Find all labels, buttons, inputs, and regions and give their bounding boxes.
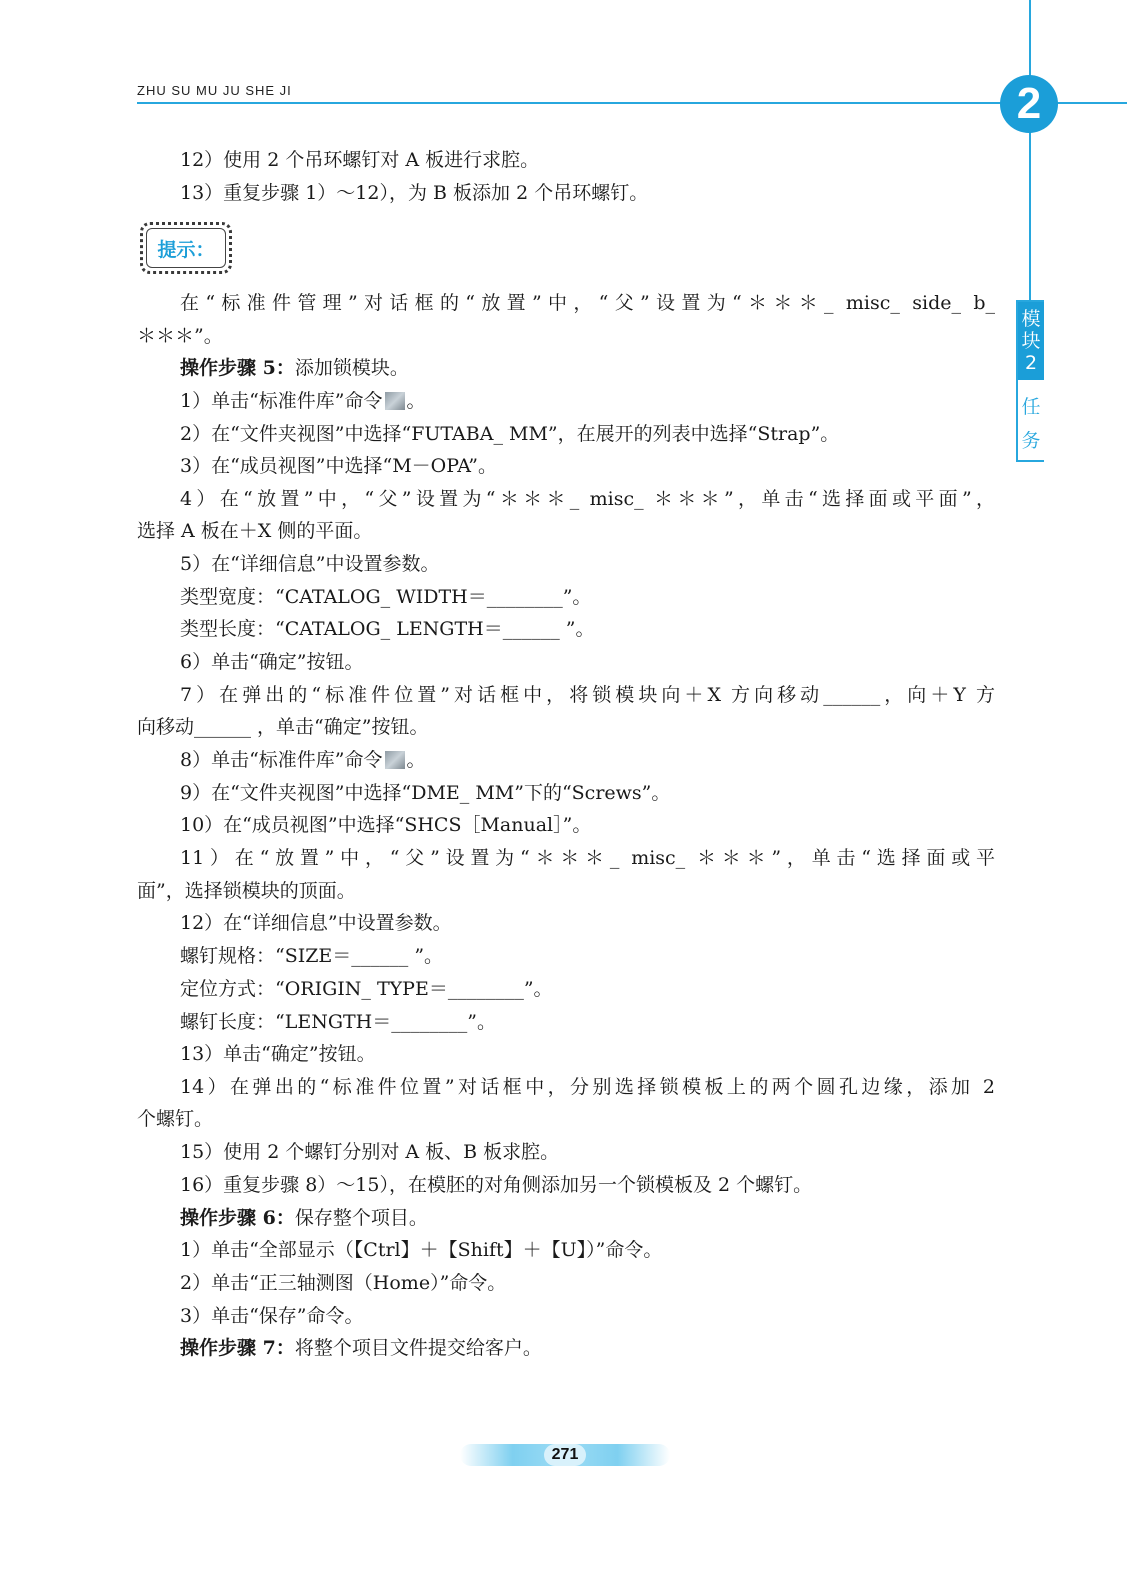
- text-line: 个螺钉。: [137, 1108, 214, 1130]
- text-line: 面”，选择锁模块的顶面。: [137, 880, 356, 902]
- text-line: 13）重复步骤 1）～12），为 B 板添加 2 个吊环螺钉。: [180, 182, 649, 204]
- standard-part-library-icon: [385, 392, 405, 410]
- text-line: 类型长度：“CATALOG_ LENGTH＝______ ”。: [180, 618, 595, 640]
- page-number-ornament: [460, 1444, 670, 1466]
- side-tab-char: 块: [1021, 330, 1041, 352]
- text-line: 12）在“详细信息”中设置参数。: [180, 912, 452, 934]
- header-rule: [137, 102, 1127, 104]
- step-heading: [137, 1333, 995, 1363]
- step-title: 添加锁模块。: [294, 357, 409, 379]
- text-line: 9）在“文件夹视图”中选择“DME_ MM”下的“Screws”。: [180, 782, 671, 804]
- chapter-badge: 2: [1000, 75, 1058, 133]
- text-line: 16）重复步骤 8）～15），在模胚的对角侧添加另一个锁模板及 2 个螺钉。: [180, 1174, 813, 1196]
- side-tab-char: 任: [1021, 396, 1041, 418]
- text-line: 在“标准件管理”对话框的“放置”中，“父”设置为“＊＊＊_ misc_ side_ b_: [180, 292, 995, 314]
- text-line: 螺钉长度：“LENGTH＝________”。: [180, 1011, 496, 1033]
- text-line: 13）单击“确定”按钮。: [180, 1043, 376, 1065]
- text-line: [137, 745, 995, 775]
- step-label: 操作步骤 5：: [180, 357, 295, 379]
- text-line: 定位方式：“ORIGIN_ TYPE＝________”。: [180, 978, 553, 1000]
- text-line: 3）单击“保存”命令。: [180, 1305, 364, 1327]
- page-number: 271: [544, 1444, 586, 1466]
- text-span: 。: [406, 390, 426, 412]
- text-line: 向移动______ ，单击“确定”按钮。: [137, 716, 429, 738]
- text-line: 2）在“文件夹视图”中选择“FUTABA_ MM”，在展开的列表中选择“Strap”。: [180, 423, 840, 445]
- step-label: 操作步骤 7：: [180, 1337, 295, 1359]
- side-tab-char: 务: [1021, 430, 1041, 452]
- step-label: 操作步骤 6：: [180, 1207, 295, 1229]
- module-side-tab: [1016, 300, 1044, 462]
- text-line: 10）在“成员视图”中选择“SHCS［Manual］”。: [180, 814, 592, 836]
- side-rule: [1029, 0, 1031, 300]
- side-tab-char: 2: [1024, 352, 1038, 374]
- text-line: 3）在“成员视图”中选择“M－OPA”。: [180, 455, 497, 477]
- text-span: 。: [406, 749, 426, 771]
- text-line: 类型宽度：“CATALOG_ WIDTH＝________”。: [180, 586, 592, 608]
- step-heading: [137, 1203, 995, 1233]
- text-line: 螺钉规格：“SIZE＝______ ”。: [180, 945, 444, 967]
- text-line: 14）在弹出的“标准件位置”对话框中，分别选择锁模板上的两个圆孔边缘，添加 2: [180, 1076, 995, 1098]
- text-span: 1）单击“标准件库”命令: [180, 390, 383, 412]
- tip-box: [140, 222, 232, 274]
- text-line: 15）使用 2 个螺钉分别对 A 板、B 板求腔。: [180, 1141, 560, 1163]
- step-heading: [137, 353, 995, 383]
- text-line: [137, 386, 995, 416]
- step-title: 保存整个项目。: [294, 1207, 428, 1229]
- text-line: 12）使用 2 个吊环螺钉对 A 板进行求腔。: [180, 149, 540, 171]
- text-line: 4）在“放置”中，“父”设置为“＊＊＊_ misc_ ＊＊＊”，单击“选择面或平面”，: [180, 488, 995, 510]
- text-span: 8）单击“标准件库”命令: [180, 749, 383, 771]
- standard-part-library-icon: [385, 751, 405, 769]
- text-line: 7）在弹出的“标准件位置”对话框中，将锁模块向＋X 方向移动______，向＋Y 方: [180, 684, 995, 706]
- text-line: 选择 A 板在＋X 侧的平面。: [137, 520, 373, 542]
- text-line: 5）在“详细信息”中设置参数。: [180, 553, 440, 575]
- step-title: 将整个项目文件提交给客户。: [294, 1337, 542, 1359]
- text-line: ＊＊＊”。: [137, 325, 223, 347]
- text-line: 11）在“放置”中，“父”设置为“＊＊＊_ misc_ ＊＊＊”，单击“选择面或平: [180, 847, 995, 869]
- text-line: 6）单击“确定”按钮。: [180, 651, 364, 673]
- running-header: ZHU SU MU JU SHE JI: [137, 83, 292, 98]
- side-tab-char: 模: [1021, 308, 1041, 330]
- text-line: 2）单击“正三轴测图（Home）”命令。: [180, 1272, 507, 1294]
- tip-label: 提示：: [157, 239, 215, 261]
- text-line: 1）单击“全部显示（【Ctrl】＋【Shift】＋【U】）”命令。: [180, 1239, 663, 1261]
